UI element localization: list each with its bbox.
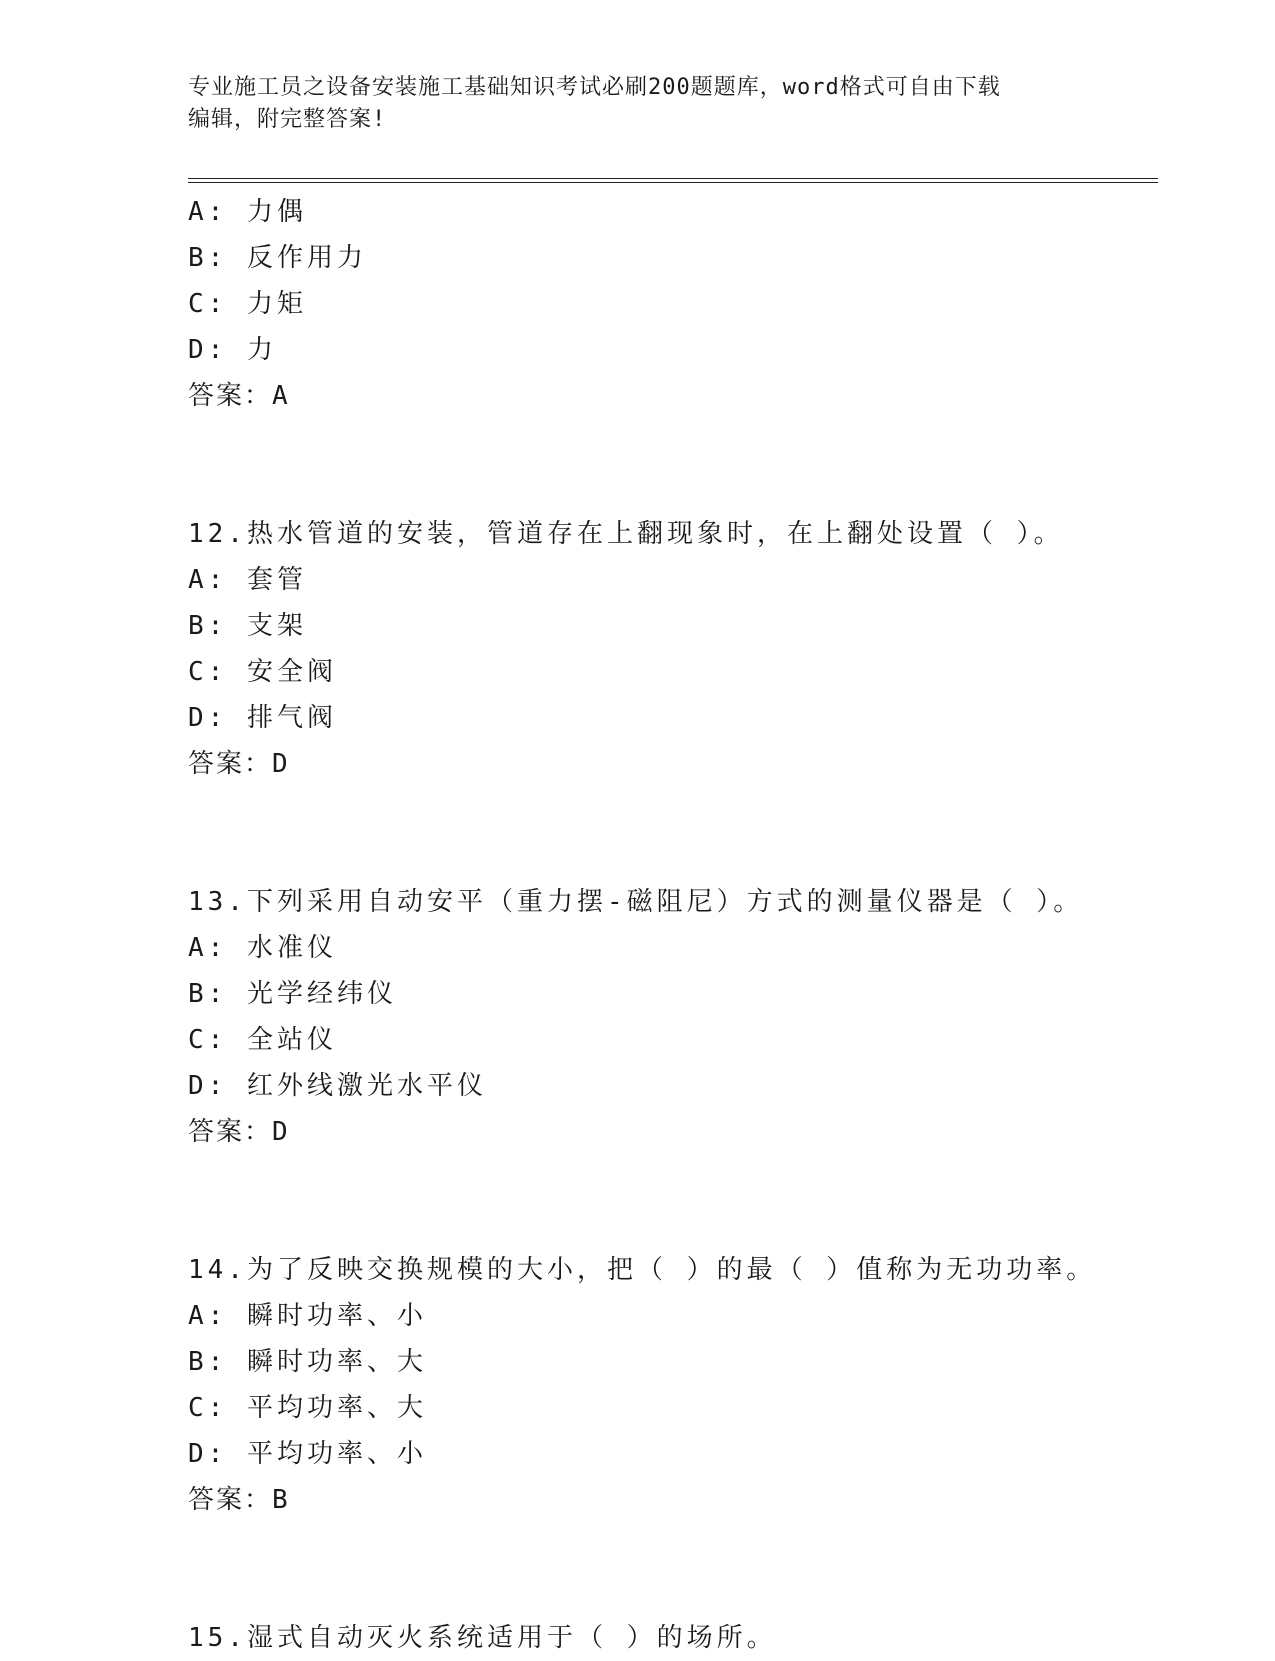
header-divider-bottom	[188, 182, 1158, 183]
question-text: 15.湿式自动灭火系统适用于（ ）的场所。	[188, 1623, 777, 1653]
answer: 答案：D	[188, 749, 290, 779]
question-text: 13.下列采用自动安平（重力摆-磁阻尼）方式的测量仪器是（ ）。	[188, 887, 1084, 917]
option-c: C: 平均功率、大	[188, 1393, 427, 1423]
option-b: B: 光学经纬仪	[188, 979, 397, 1009]
option-c: C: 力矩	[188, 289, 307, 319]
option-a: A: 瞬时功率、小	[188, 1301, 427, 1331]
option-b: B: 反作用力	[188, 243, 367, 273]
answer: 答案：D	[188, 1117, 290, 1147]
option-d: D: 排气阀	[188, 703, 337, 733]
question-12	[188, 511, 1158, 787]
document-header	[188, 72, 1088, 136]
option-a: A: 水准仪	[188, 933, 337, 963]
header-line-2: 编辑，附完整答案!	[188, 107, 387, 132]
question-text: 12.热水管道的安装，管道存在上翻现象时，在上翻处设置（ ）。	[188, 519, 1064, 549]
option-b: B: 瞬时功率、大	[188, 1347, 427, 1377]
question-list	[188, 189, 1158, 1661]
answer: 答案：A	[188, 381, 290, 411]
spacer	[188, 787, 1158, 879]
option-d: D: 平均功率、小	[188, 1439, 427, 1469]
spacer	[188, 1523, 1158, 1615]
header-line-1: 专业施工员之设备安装施工基础知识考试必刷200题题库，word格式可自由下载	[188, 75, 1001, 100]
answer: 答案：B	[188, 1485, 290, 1515]
spacer	[188, 419, 1158, 511]
spacer	[188, 1155, 1158, 1247]
question-text: 14.为了反映交换规模的大小，把（ ）的最（ ）值称为无功功率。	[188, 1255, 1097, 1285]
option-c: C: 全站仪	[188, 1025, 337, 1055]
option-b: B: 支架	[188, 611, 307, 641]
question-13	[188, 879, 1158, 1155]
question-15	[188, 1615, 1158, 1661]
option-a: A: 套管	[188, 565, 307, 595]
option-d: D: 红外线激光水平仪	[188, 1071, 487, 1101]
question-14	[188, 1247, 1158, 1523]
option-d: D: 力	[188, 335, 277, 365]
header-divider-top	[188, 178, 1158, 179]
question-11	[188, 189, 1158, 419]
option-a: A: 力偶	[188, 197, 307, 227]
option-c: C: 安全阀	[188, 657, 337, 687]
